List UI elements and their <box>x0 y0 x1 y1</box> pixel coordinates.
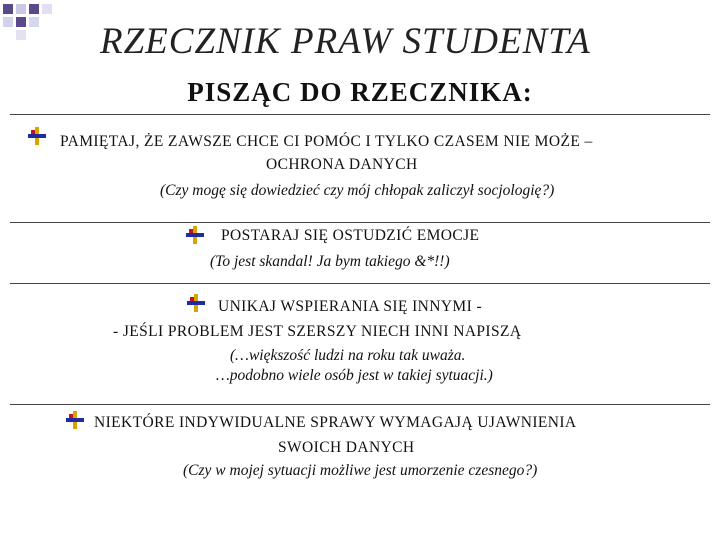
decor-square <box>29 4 39 14</box>
section-example: (Czy mogę się dowiedzieć czy mój chłopak zaliczył socjologię?) <box>160 182 555 199</box>
section-heading: UNIKAJ WSPIERANIA SIĘ INNYMI - <box>218 298 483 315</box>
decor-square <box>16 4 26 14</box>
slide-title: RZECZNIK PRAW STUDENTA <box>100 21 591 62</box>
decor-square <box>16 30 26 40</box>
decor-square <box>29 17 39 27</box>
section-example: (To jest skandal! Ja bym takiego &*!!) <box>210 253 450 270</box>
decor-square <box>3 4 13 14</box>
divider <box>10 283 710 284</box>
divider <box>10 404 710 405</box>
section-heading: NIEKTÓRE INDYWIDUALNE SPRAWY WYMAGAJĄ UJAWNIENIA <box>94 414 577 431</box>
section-example: …podobno wiele osób jest w takiej sytuacji.) <box>216 367 493 384</box>
corner-decoration <box>0 0 60 40</box>
divider <box>10 114 710 115</box>
decor-square <box>16 17 26 27</box>
section-example: (Czy w mojej sytuacji możliwe jest umorzenie czesnego?) <box>183 462 538 479</box>
section-emotions <box>0 226 720 282</box>
section-others <box>0 290 720 390</box>
decor-square <box>3 17 13 27</box>
section-heading: SWOICH DANYCH <box>278 439 415 456</box>
bullet-icon <box>186 226 204 244</box>
section-individual <box>0 408 720 488</box>
section-heading: PAMIĘTAJ, ŻE ZAWSZE CHCE CI POMÓC I TYLKO CZASEM NIE MOŻE – <box>60 133 593 150</box>
decor-square <box>42 4 52 14</box>
section-protection <box>0 124 720 214</box>
bullet-icon <box>66 411 84 429</box>
divider <box>10 222 710 223</box>
section-heading: - JEŚLI PROBLEM JEST SZERSZY NIECH INNI NAPISZĄ <box>113 323 522 340</box>
slide-subtitle: PISZĄC DO RZECZNIKA: <box>187 77 533 107</box>
section-heading: OCHRONA DANYCH <box>266 156 418 173</box>
section-example: (…większość ludzi na roku tak uważa. <box>230 347 466 364</box>
bullet-icon <box>187 294 205 312</box>
section-heading: POSTARAJ SIĘ OSTUDZIĆ EMOCJE <box>221 227 480 244</box>
bullet-icon <box>28 127 46 145</box>
